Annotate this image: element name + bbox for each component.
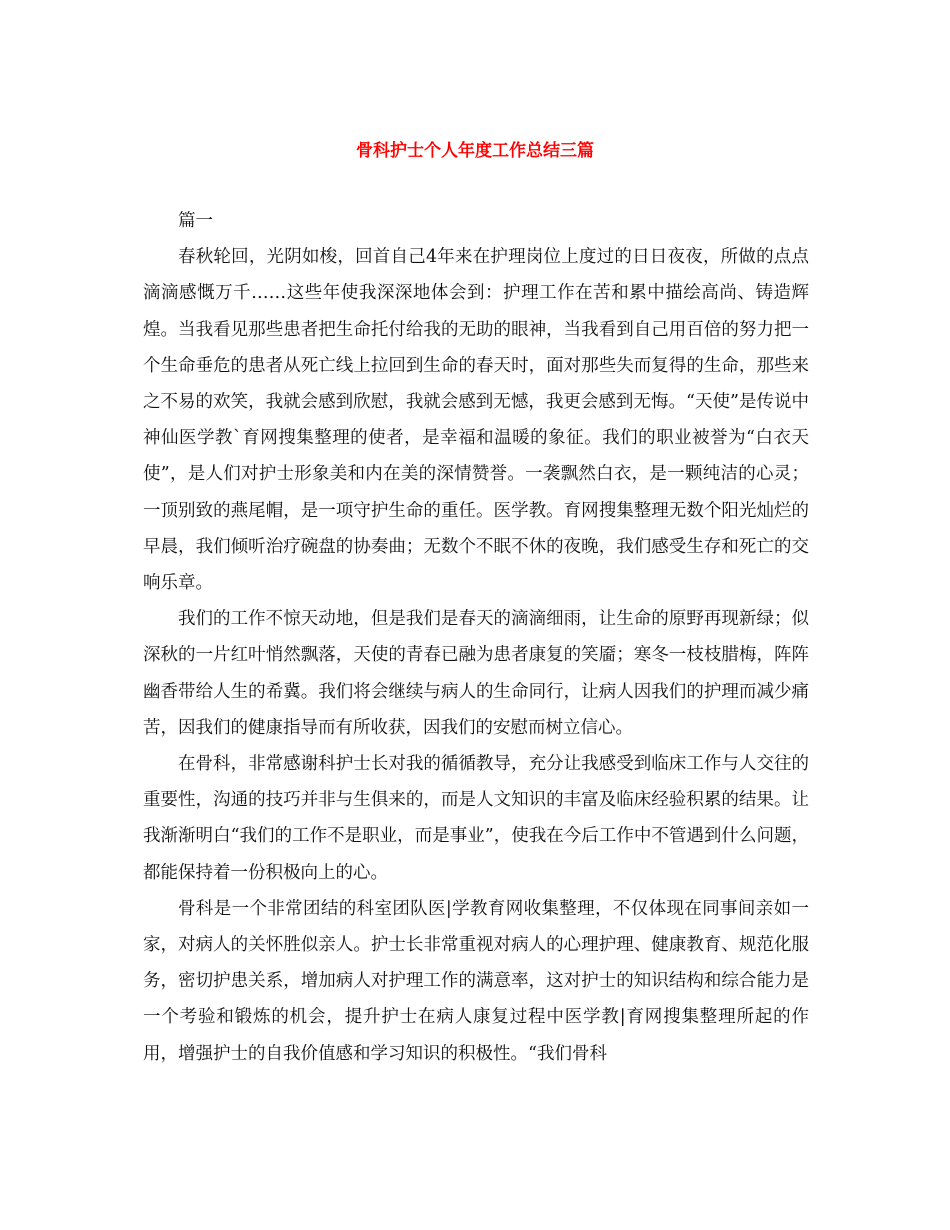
paragraph-1: 春秋轮回，光阴如梭，回首自己4年来在护理岗位上度过的日日夜夜，所做的点点滴滴感慨万千……这些年使我深深地体会到：护理工作在苦和累中描绘高尚、铸造辉煌。当我看见那些患者把生命托付给我的无助的眼神，当我看到自己用百倍的努力把一个生命垂危的患者从死亡线上拉回到生命的春天时，面对那些失而复得的生命，那些来之不易的欢笑，我就会感到欣慰，我就会感到无憾，我更会感到无悔。“天使”是传说中神仙医学教`育网搜集整理的使者，是幸福和温暖的象征。我们的职业被誉为“白衣天使”，是人们对护士形象美和内在美的深情赞誉。一袭飘然白衣，是一颗纯洁的心灵；一顶别致的燕尾帽，是一项守护生命的重任。医学教。育网搜集整理无数个阳光灿烂的早晨，我们倾听治疗碗盘的协奏曲；无数个不眠不休的夜晚，我们感受生存和死亡的交响乐章。 [143, 247, 809, 594]
document-body [143, 203, 809, 1072]
paragraph-4: 骨科是一个非常团结的科室团队医|学教育网收集整理，不仅体现在同事间亲如一家，对病人的关怀胜似亲人。护士长非常重视对病人的心理护理、健康教育、规范化服务，密切护患关系，增加病人对护理工作的满意率，这对护士的知识结构和综合能力是一个考验和锻炼的机会，提升护士在病人康复过程中医学教|育网搜集整理所起的作用，增强护士的自我价值感和学习知识的积极性。“我们骨科 [143, 898, 809, 1064]
paragraph-2: 我们的工作不惊天动地，但是我们是春天的滴滴细雨，让生命的原野再现新绿；似深秋的一片红叶悄然飘落，天使的青春已融为患者康复的笑靥；寒冬一枝枝腊梅，阵阵幽香带给人生的希冀。我们将会继续与病人的生命同行，让病人因我们的护理而减少痛苦，因我们的健康指导而有所收获，因我们的安慰而树立信心。 [143, 609, 809, 738]
section-label: 篇一 [178, 211, 213, 231]
paragraph-3: 在骨科，非常感谢科护士长对我的循循教导，充分让我感受到临床工作与人交往的重要性，沟通的技巧并非与生俱来的，而是人文知识的丰富及临床经验积累的结果。让我渐渐明白“我们的工作不是职业，而是事业”，使我在今后工作中不管遇到什么问题，都能保持着一份积极向上的心。 [143, 754, 809, 883]
document-title: 骨科护士个人年度工作总结三篇 [356, 141, 594, 161]
